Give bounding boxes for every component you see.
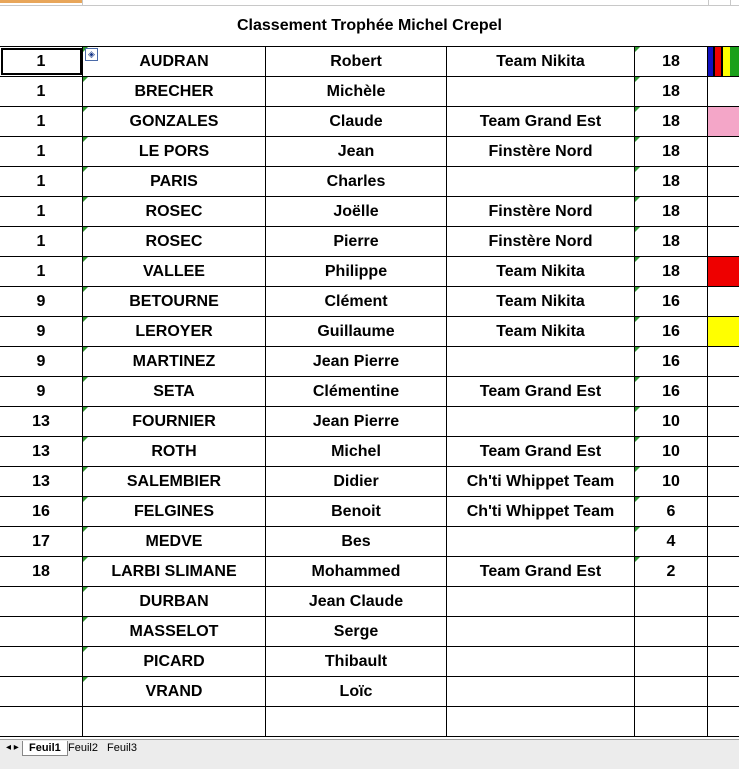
first-name-cell[interactable]: Michel [266, 437, 447, 466]
sheet-tab-bar [0, 739, 739, 769]
last-name-cell[interactable]: PICARD [83, 647, 266, 676]
team-cell[interactable] [447, 707, 635, 736]
points-cell[interactable]: 10 [635, 407, 708, 436]
first-name-cell[interactable]: Pierre [266, 227, 447, 256]
color-swatch-cell[interactable] [708, 407, 739, 436]
table-row[interactable] [0, 257, 739, 287]
stripe [730, 47, 739, 76]
color-swatch-cell[interactable] [708, 437, 739, 466]
comment-indicator-icon [635, 137, 640, 142]
table-row[interactable] [0, 377, 739, 407]
color-swatch-cell[interactable] [708, 47, 739, 76]
color-stripes [708, 47, 739, 76]
color-swatch-cell[interactable] [708, 257, 739, 286]
rank-cell[interactable] [0, 587, 83, 616]
rank-cell[interactable]: 1 [0, 197, 83, 226]
rank-cell[interactable]: 1 [0, 137, 83, 166]
first-name-cell[interactable]: Mohammed [266, 557, 447, 586]
comment-indicator-icon [83, 407, 88, 412]
table-row[interactable] [0, 287, 739, 317]
comment-indicator-icon [83, 137, 88, 142]
comment-indicator-icon [635, 557, 640, 562]
team-cell[interactable]: Team Nikita [447, 47, 635, 76]
last-name-cell[interactable]: SETA [83, 377, 266, 406]
table-row[interactable] [0, 617, 739, 647]
points-cell[interactable] [635, 707, 708, 736]
first-name-cell[interactable]: Loïc [266, 677, 447, 706]
table-row[interactable] [0, 677, 739, 707]
comment-indicator-icon [635, 107, 640, 112]
comment-indicator-icon [83, 347, 88, 352]
comment-indicator-icon [83, 557, 88, 562]
first-name-cell[interactable]: Claude [266, 107, 447, 136]
points-cell[interactable]: 10 [635, 437, 708, 466]
first-name-cell[interactable]: Benoit [266, 497, 447, 526]
first-name-cell[interactable]: Clément [266, 287, 447, 316]
table-row[interactable] [0, 527, 739, 557]
team-cell[interactable]: Finstère Nord [447, 227, 635, 256]
table-row[interactable] [0, 707, 739, 737]
table-row[interactable] [0, 77, 739, 107]
team-cell[interactable]: Finstère Nord [447, 197, 635, 226]
color-swatch-cell[interactable] [708, 227, 739, 256]
smart-tag-icon[interactable]: ◈ [85, 48, 98, 61]
comment-indicator-icon [635, 377, 640, 382]
color-swatch-cell[interactable] [708, 137, 739, 166]
table-row[interactable] [0, 137, 739, 167]
first-name-cell[interactable]: Philippe [266, 257, 447, 286]
last-name-cell[interactable]: LARBI SLIMANE [83, 557, 266, 586]
last-name-cell[interactable]: DURBAN [83, 587, 266, 616]
rank-cell[interactable]: 9 [0, 377, 83, 406]
first-name-cell[interactable]: Jean Pierre [266, 407, 447, 436]
color-swatch-cell[interactable] [708, 557, 739, 586]
last-name-cell[interactable]: ROTH [83, 437, 266, 466]
comment-indicator-icon [635, 347, 640, 352]
comment-indicator-icon [635, 317, 640, 322]
team-cell[interactable]: Team Grand Est [447, 437, 635, 466]
rank-cell[interactable]: 13 [0, 407, 83, 436]
points-cell[interactable]: 10 [635, 467, 708, 496]
comment-indicator-icon [83, 227, 88, 232]
first-name-cell[interactable]: Guillaume [266, 317, 447, 346]
table-row[interactable] [0, 437, 739, 467]
team-cell[interactable]: Team Grand Est [447, 377, 635, 406]
rank-cell[interactable]: 17 [0, 527, 83, 556]
rank-cell[interactable]: 9 [0, 287, 83, 316]
rank-cell[interactable]: 1 [0, 227, 83, 256]
first-name-cell[interactable]: Clémentine [266, 377, 447, 406]
color-swatch-cell[interactable] [708, 677, 739, 706]
rank-cell[interactable]: 18 [0, 557, 83, 586]
comment-indicator-icon [635, 527, 640, 532]
tab-feuil1[interactable]: Feuil1 [22, 741, 68, 756]
color-swatch-cell[interactable] [708, 497, 739, 526]
comment-indicator-icon [83, 677, 88, 682]
comment-indicator-icon [635, 47, 640, 52]
comment-indicator-icon [83, 107, 88, 112]
rank-cell[interactable]: 13 [0, 467, 83, 496]
tab-feuil3[interactable]: Feuil3 [107, 742, 137, 754]
team-cell[interactable]: Ch'ti Whippet Team [447, 467, 635, 496]
tab-feuil2[interactable]: Feuil2 [68, 742, 98, 754]
last-name-cell[interactable]: SALEMBIER [83, 467, 266, 496]
last-name-cell[interactable]: BETOURNE [83, 287, 266, 316]
last-name-cell[interactable]: MEDVE [83, 527, 266, 556]
first-name-cell[interactable]: Thibault [266, 647, 447, 676]
table-row[interactable] [0, 227, 739, 257]
color-swatch-cell[interactable] [708, 107, 739, 136]
points-cell[interactable]: 18 [635, 137, 708, 166]
last-name-cell[interactable]: MASSELOT [83, 617, 266, 646]
team-cell[interactable]: Team Nikita [447, 317, 635, 346]
comment-indicator-icon [635, 467, 640, 472]
team-cell[interactable] [447, 407, 635, 436]
first-name-cell[interactable]: Jean [266, 137, 447, 166]
comment-indicator-icon [83, 587, 88, 592]
last-name-cell[interactable]: FOURNIER [83, 407, 266, 436]
team-cell[interactable]: Team Nikita [447, 287, 635, 316]
points-cell[interactable]: 18 [635, 107, 708, 136]
table-row[interactable] [0, 467, 739, 497]
comment-indicator-icon [83, 497, 88, 502]
first-name-cell[interactable]: Jean Claude [266, 587, 447, 616]
color-swatch-cell[interactable] [708, 347, 739, 376]
comment-indicator-icon [83, 167, 88, 172]
comment-indicator-icon [635, 167, 640, 172]
spreadsheet-grid[interactable] [0, 46, 739, 737]
last-name-cell[interactable]: AUDRAN [83, 47, 266, 76]
first-name-cell[interactable]: Didier [266, 467, 447, 496]
team-cell[interactable] [447, 77, 635, 106]
table-row[interactable] [0, 317, 739, 347]
comment-indicator-icon [83, 437, 88, 442]
comment-indicator-icon [635, 77, 640, 82]
comment-indicator-icon [83, 317, 88, 322]
tab-scroll-arrows-icon[interactable]: ◂ ▸ [6, 742, 19, 753]
points-cell[interactable] [635, 587, 708, 616]
color-swatch-cell[interactable] [708, 377, 739, 406]
comment-indicator-icon [83, 377, 88, 382]
points-cell[interactable]: 16 [635, 377, 708, 406]
comment-indicator-icon [83, 617, 88, 622]
first-name-cell[interactable]: Bes [266, 527, 447, 556]
comment-indicator-icon [635, 437, 640, 442]
stripe [723, 47, 730, 76]
last-name-cell[interactable]: LE PORS [83, 137, 266, 166]
last-name-cell[interactable]: ROSEC [83, 197, 266, 226]
column-divider [730, 0, 731, 5]
color-swatch-cell[interactable] [708, 467, 739, 496]
color-swatch-cell[interactable] [708, 287, 739, 316]
rank-cell[interactable] [0, 707, 83, 736]
first-name-cell[interactable]: Serge [266, 617, 447, 646]
last-name-cell[interactable]: PARIS [83, 167, 266, 196]
team-cell[interactable] [447, 167, 635, 196]
color-swatch-cell[interactable] [708, 167, 739, 196]
table-row[interactable] [0, 407, 739, 437]
first-name-cell[interactable] [266, 707, 447, 736]
points-cell[interactable]: 16 [635, 317, 708, 346]
table-row[interactable] [0, 497, 739, 527]
team-cell[interactable] [447, 527, 635, 556]
last-name-cell[interactable] [83, 707, 266, 736]
color-swatch-cell[interactable] [708, 197, 739, 226]
last-name-cell[interactable]: MARTINEZ [83, 347, 266, 376]
table-row[interactable] [0, 47, 739, 77]
table-row[interactable] [0, 587, 739, 617]
points-cell[interactable]: 18 [635, 257, 708, 286]
sheet-title[interactable]: Classement Trophée Michel Crepel [237, 17, 502, 34]
column-divider [82, 0, 83, 5]
first-name-cell[interactable]: Jean Pierre [266, 347, 447, 376]
selected-column-indicator [0, 0, 82, 3]
team-cell[interactable] [447, 617, 635, 646]
comment-indicator-icon [83, 257, 88, 262]
rank-cell[interactable] [0, 617, 83, 646]
rank-cell[interactable] [0, 647, 83, 676]
color-swatch-cell[interactable] [708, 617, 739, 646]
column-divider [708, 0, 709, 5]
rank-cell[interactable]: 9 [0, 317, 83, 346]
points-cell[interactable] [635, 677, 708, 706]
rank-cell[interactable] [0, 677, 83, 706]
color-swatch-cell[interactable] [708, 527, 739, 556]
team-cell[interactable]: Team Nikita [447, 257, 635, 286]
last-name-cell[interactable]: BRECHER [83, 77, 266, 106]
rank-cell[interactable]: 1 [0, 107, 83, 136]
points-cell[interactable]: 4 [635, 527, 708, 556]
rank-cell[interactable]: 9 [0, 347, 83, 376]
rank-cell[interactable]: 16 [0, 497, 83, 526]
table-row[interactable] [0, 197, 739, 227]
points-cell[interactable] [635, 617, 708, 646]
last-name-cell[interactable]: FELGINES [83, 497, 266, 526]
color-swatch-cell[interactable] [708, 647, 739, 676]
comment-indicator-icon [635, 227, 640, 232]
comment-indicator-icon [635, 407, 640, 412]
rank-cell[interactable]: 1 [0, 257, 83, 286]
points-cell[interactable]: 18 [635, 197, 708, 226]
last-name-cell[interactable]: VALLEE [83, 257, 266, 286]
first-name-cell[interactable]: Charles [266, 167, 447, 196]
comment-indicator-icon [635, 287, 640, 292]
rank-cell[interactable]: 1 [0, 47, 83, 76]
team-cell[interactable]: Team Grand Est [447, 557, 635, 586]
last-name-cell[interactable]: LEROYER [83, 317, 266, 346]
team-cell[interactable]: Ch'ti Whippet Team [447, 497, 635, 526]
table-row[interactable] [0, 557, 739, 587]
points-cell[interactable]: 18 [635, 47, 708, 76]
points-cell[interactable]: 18 [635, 77, 708, 106]
points-cell[interactable]: 16 [635, 347, 708, 376]
last-name-cell[interactable]: GONZALES [83, 107, 266, 136]
points-cell[interactable]: 16 [635, 287, 708, 316]
table-row[interactable] [0, 647, 739, 677]
table-row[interactable] [0, 347, 739, 377]
rank-cell[interactable]: 13 [0, 437, 83, 466]
comment-indicator-icon [83, 467, 88, 472]
team-cell[interactable] [447, 587, 635, 616]
comment-indicator-icon [83, 647, 88, 652]
points-cell[interactable]: 6 [635, 497, 708, 526]
points-cell[interactable] [635, 647, 708, 676]
first-name-cell[interactable]: Joëlle [266, 197, 447, 226]
rank-cell[interactable]: 1 [0, 167, 83, 196]
comment-indicator-icon [83, 287, 88, 292]
last-name-cell[interactable]: ROSEC [83, 227, 266, 256]
comment-indicator-icon [83, 527, 88, 532]
table-row[interactable] [0, 107, 739, 137]
points-cell[interactable]: 2 [635, 557, 708, 586]
comment-indicator-icon [635, 497, 640, 502]
comment-indicator-icon [83, 197, 88, 202]
table-row[interactable] [0, 167, 739, 197]
color-swatch-cell[interactable] [708, 77, 739, 106]
color-swatch-cell[interactable] [708, 587, 739, 616]
comment-indicator-icon [83, 77, 88, 82]
color-swatch-cell[interactable] [708, 317, 739, 346]
points-cell[interactable]: 18 [635, 227, 708, 256]
points-cell[interactable]: 18 [635, 167, 708, 196]
first-name-cell[interactable]: Michèle [266, 77, 447, 106]
last-name-cell[interactable]: VRAND [83, 677, 266, 706]
team-cell[interactable] [447, 347, 635, 376]
comment-indicator-icon [635, 197, 640, 202]
color-swatch-cell[interactable] [708, 707, 739, 736]
first-name-cell[interactable]: Robert [266, 47, 447, 76]
team-cell[interactable]: Team Grand Est [447, 107, 635, 136]
team-cell[interactable] [447, 677, 635, 706]
comment-indicator-icon [635, 257, 640, 262]
rank-cell[interactable]: 1 [0, 77, 83, 106]
team-cell[interactable]: Finstère Nord [447, 137, 635, 166]
team-cell[interactable] [447, 647, 635, 676]
